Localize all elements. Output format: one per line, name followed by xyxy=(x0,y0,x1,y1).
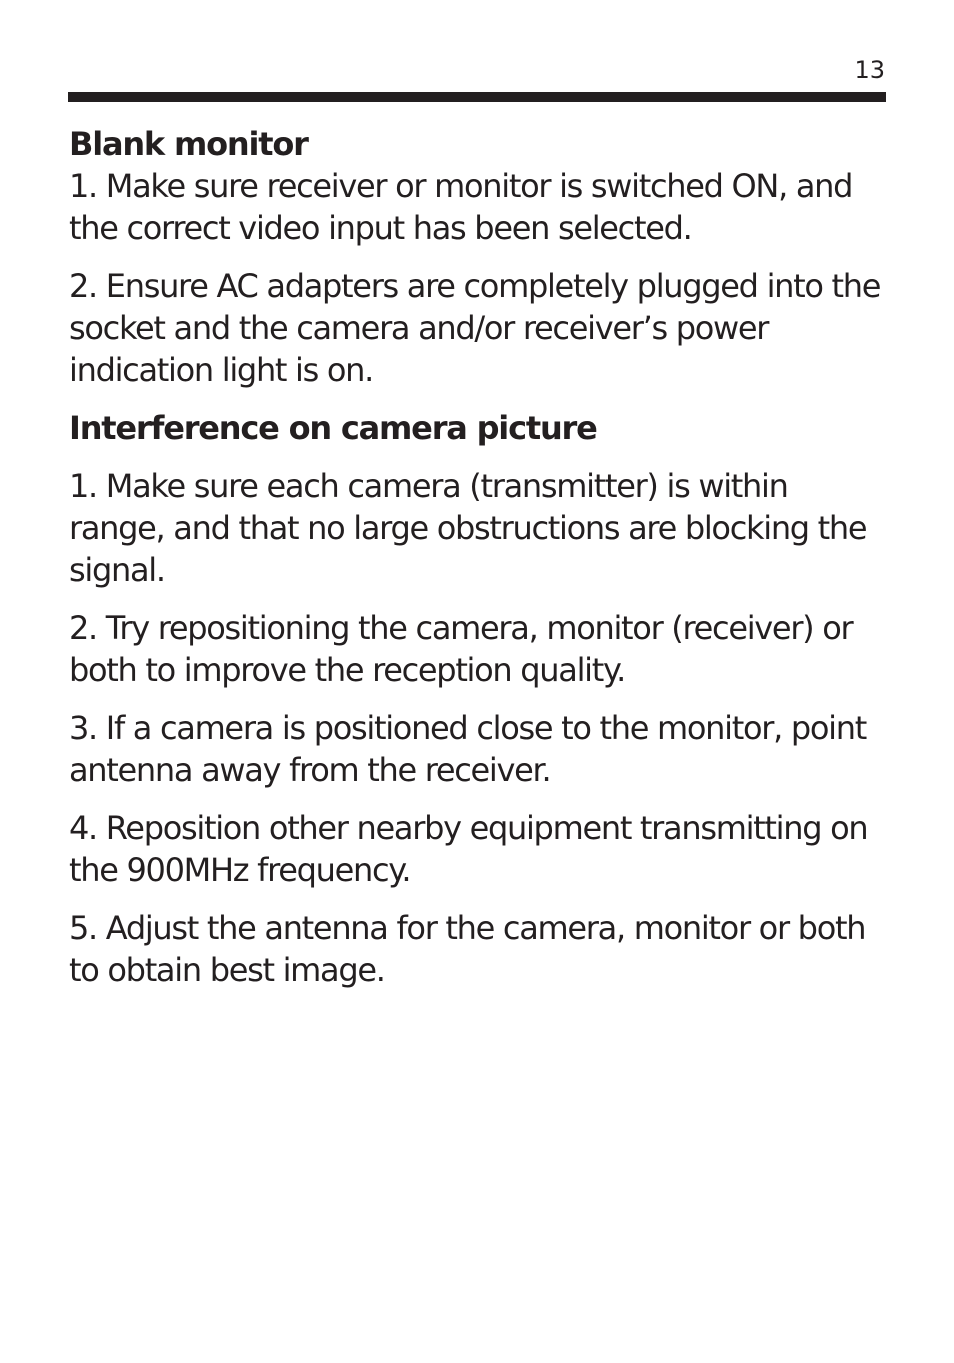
paragraph-interference-4: 4. Reposition other nearby equipment transmitting on the 900MHz frequency. xyxy=(69,809,868,889)
paragraph-interference-5: 5. Adjust the antenna for the camera, monitor or both to obtain best image. xyxy=(69,909,866,989)
paragraph-interference-2: 2. Try repositioning the camera, monitor (receiver) or both to improve the reception quality. xyxy=(69,609,853,689)
page-content xyxy=(69,123,889,991)
page-number: 13 xyxy=(854,56,885,84)
paragraph-interference-3: 3. If a camera is positioned close to the monitor, point antenna away from the receiver. xyxy=(69,709,866,789)
paragraph-interference-1: 1. Make sure each camera (transmitter) is within range, and that no large obstructions are blocking the signal. xyxy=(69,467,867,589)
header-rule xyxy=(68,92,886,102)
section-heading-interference: Interference on camera picture xyxy=(69,409,597,447)
paragraph-blank-monitor-2: 2. Ensure AC adapters are completely plugged into the socket and the camera and/or receiver’s power indication light is on. xyxy=(69,267,881,389)
paragraph-blank-monitor-1: 1. Make sure receiver or monitor is switched ON, and the correct video input has been selected. xyxy=(69,167,853,247)
section-heading-blank-monitor: Blank monitor xyxy=(69,125,308,163)
